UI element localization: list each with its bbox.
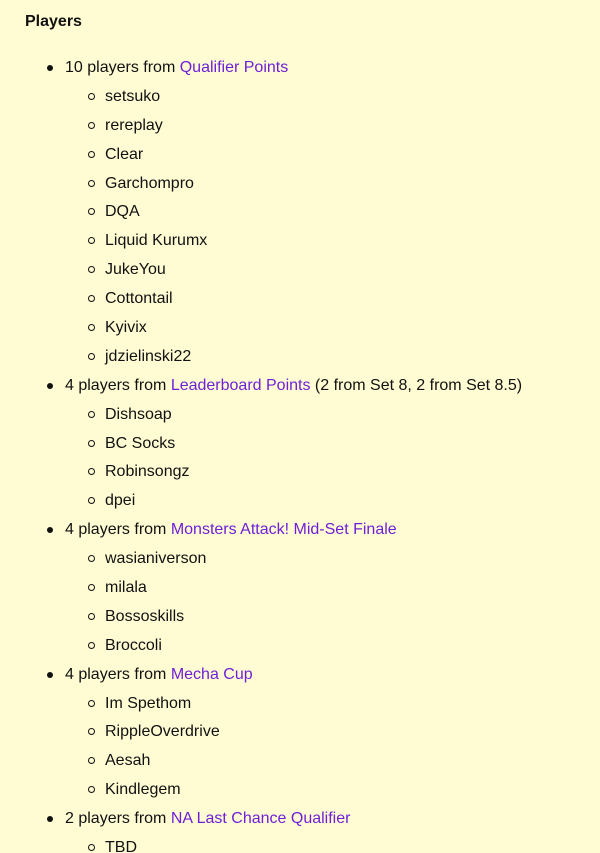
group-suffix: (2 from Set 8, 2 from Set 8.5): [310, 376, 523, 394]
player-name: Kyivix: [65, 314, 600, 343]
player-name: Kindlegem: [65, 776, 600, 805]
player-name: Bossoskills: [65, 603, 600, 632]
player-list: [65, 545, 600, 661]
player-name: jdzielinski22: [65, 343, 600, 372]
group-prefix: 4 players from: [65, 376, 171, 394]
player-name: Dishsoap: [65, 401, 600, 430]
qualification-source-link[interactable]: Leaderboard Points: [170, 376, 311, 394]
group-summary: [65, 805, 600, 834]
group-prefix: 2 players from: [65, 810, 171, 828]
player-name: DQA: [65, 198, 600, 227]
qualification-group: [0, 805, 600, 853]
player-name: milala: [65, 574, 600, 603]
qualification-source-link[interactable]: Mecha Cup: [170, 665, 253, 683]
player-name: RippleOverdrive: [65, 718, 600, 747]
player-name: Robinsongz: [65, 458, 600, 487]
qualification-list: [0, 54, 600, 853]
player-name: Liquid Kurumx: [65, 227, 600, 256]
qualification-group: [0, 516, 600, 660]
qualification-source-link[interactable]: Monsters Attack! Mid-Set Finale: [170, 521, 397, 539]
qualification-group: [0, 54, 600, 372]
player-list: [65, 690, 600, 806]
player-name: wasianiverson: [65, 545, 600, 574]
player-name: Broccoli: [65, 632, 600, 661]
player-name: setsuko: [65, 83, 600, 112]
qualification-source-link[interactable]: NA Last Chance Qualifier: [170, 810, 351, 828]
player-list: [65, 401, 600, 517]
player-name: Cottontail: [65, 285, 600, 314]
player-name: Garchompro: [65, 170, 600, 199]
group-prefix: 4 players from: [65, 665, 171, 683]
qualification-group: [0, 661, 600, 805]
qualification-group: [0, 372, 600, 516]
group-prefix: 10 players from: [65, 59, 180, 76]
player-name: JukeYou: [65, 256, 600, 285]
player-name: Im Spethom: [65, 690, 600, 719]
player-name: dpei: [65, 487, 600, 516]
player-list: [65, 83, 600, 372]
player-name: Clear: [65, 141, 600, 170]
player-name: TBD: [65, 834, 600, 853]
group-summary: [65, 372, 600, 401]
group-summary: [65, 661, 600, 690]
player-list: [65, 834, 600, 853]
group-summary: [65, 516, 600, 545]
player-name: BC Socks: [65, 430, 600, 459]
player-name: Aesah: [65, 747, 600, 776]
group-prefix: 4 players from: [65, 521, 171, 539]
qualification-source-link[interactable]: Qualifier Points: [179, 59, 289, 76]
group-summary: [65, 54, 600, 83]
player-name: rereplay: [65, 112, 600, 141]
section-heading: Players: [25, 13, 82, 30]
